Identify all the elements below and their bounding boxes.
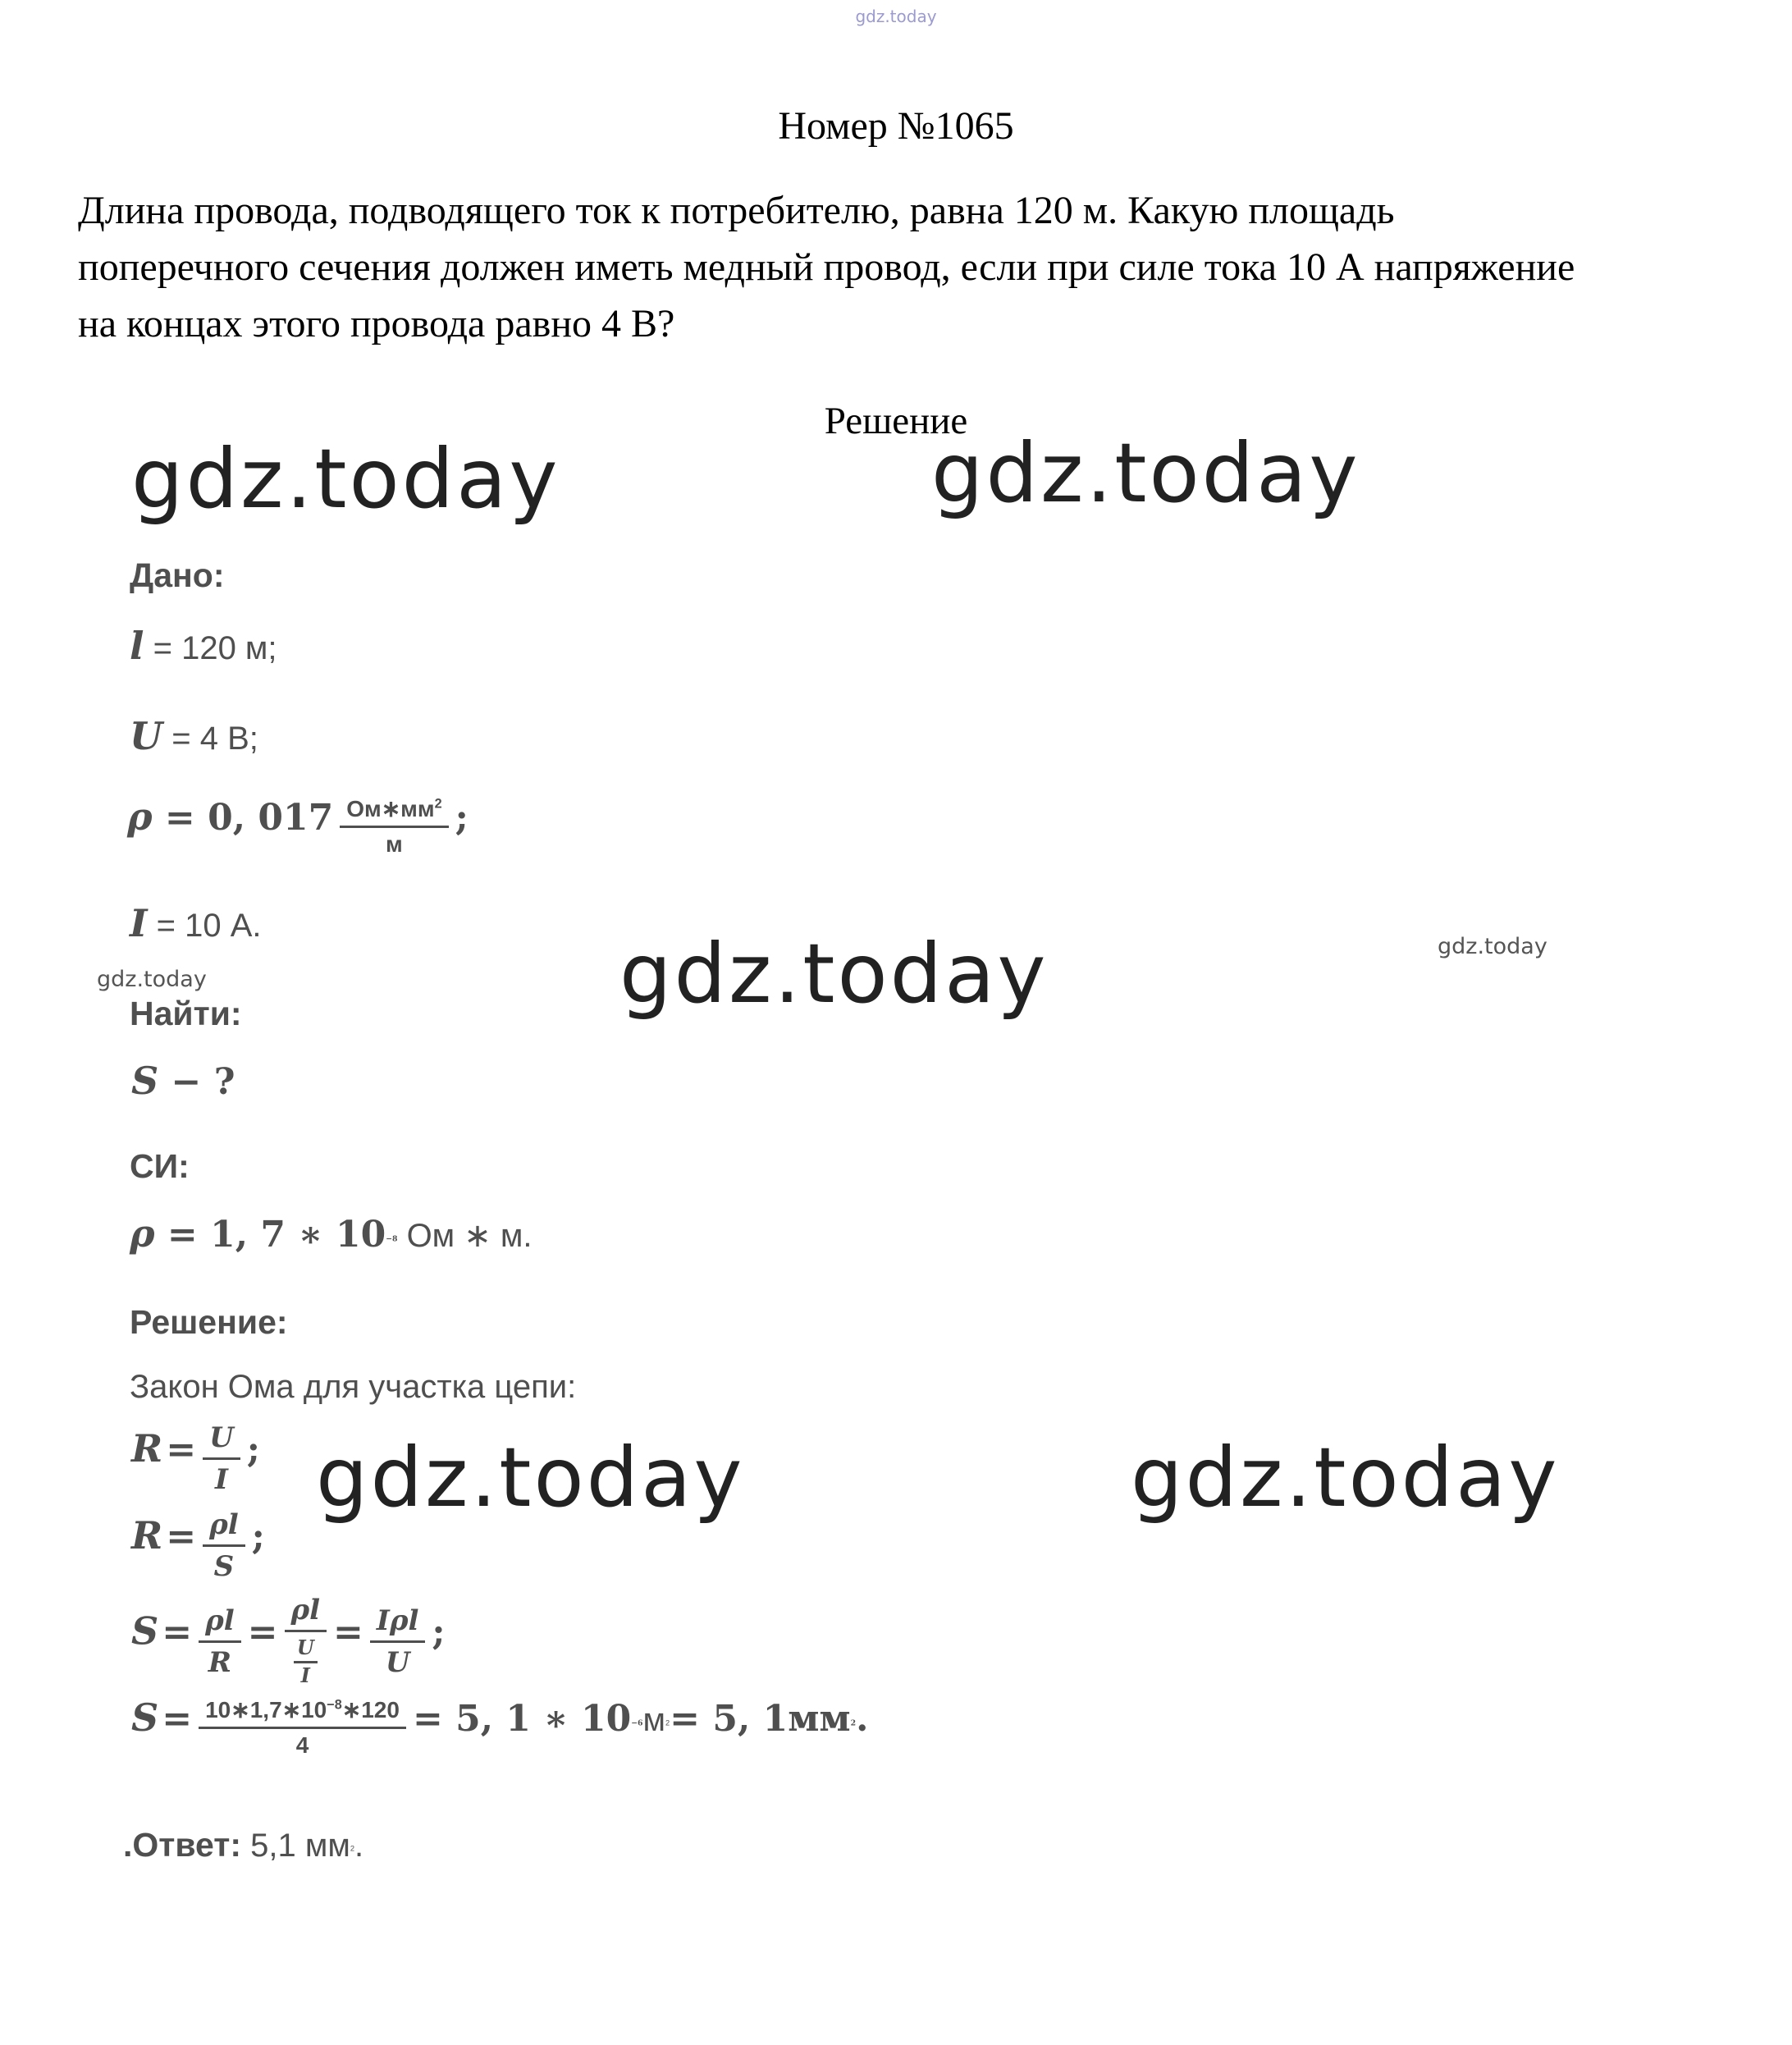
var-r: R — [131, 1426, 163, 1471]
fraction-num: Iρl — [370, 1604, 425, 1643]
result-exp: −6 — [631, 1718, 643, 1728]
fraction-num: ρl — [285, 1594, 327, 1632]
punct: . — [856, 1698, 869, 1740]
equals: = — [162, 1698, 193, 1740]
formula-s-derivation — [131, 1594, 446, 1689]
fraction-rho-l-r — [199, 1604, 241, 1679]
given-resistivity-value: = 0, 017 — [152, 797, 334, 839]
watermark-large: gdz.today — [619, 926, 1049, 1022]
problem-text: Длина провода, подводящего ток к потребителю, равна 120 м. Какую площадь поперечного сечения должен иметь медный провод, если при силе тока 10 А напряжение на концах этого провода равно 4 В? — [78, 189, 1575, 345]
watermark-large: gdz.today — [931, 425, 1360, 521]
fraction-den: R — [208, 1645, 231, 1679]
numeric-den: 4 — [295, 1732, 309, 1759]
var-u: U — [130, 714, 163, 758]
solution-label: Решение: — [130, 1303, 288, 1341]
fraction-num: U — [294, 1636, 318, 1663]
watermark-large: gdz.today — [131, 431, 560, 527]
result-mm-exp: 2 — [850, 1718, 857, 1728]
find-label: Найти: — [130, 995, 242, 1032]
var-r: R — [131, 1513, 163, 1558]
given-resistivity — [127, 794, 469, 858]
fraction-num: U — [203, 1421, 240, 1460]
var-l: l — [130, 624, 144, 668]
result-mm: = 5, 1мм — [670, 1698, 851, 1740]
fraction-rho-l-s — [203, 1508, 245, 1583]
punct: ; — [246, 1429, 261, 1471]
si-resistivity — [130, 1211, 533, 1256]
page-title: Номер №1065 — [778, 104, 1014, 148]
fraction-i-rho-l-u — [370, 1604, 425, 1679]
fraction-den: I — [214, 1463, 228, 1496]
result-si: = 5, 1 ∗ 10 — [412, 1698, 632, 1740]
given-resistivity-punct: ; — [455, 797, 469, 839]
equals: = — [333, 1611, 363, 1654]
resistivity-unit-num: Ом∗мм — [346, 796, 435, 822]
si-value: = 1, 7 ∗ 10 — [154, 1214, 386, 1256]
watermark-large: gdz.today — [316, 1430, 745, 1526]
given-label: Дано: — [130, 556, 225, 594]
numeric-num-tail: ∗120 — [341, 1697, 400, 1723]
fraction-rho-l-over-ui — [285, 1594, 327, 1689]
fraction-numeric — [199, 1696, 406, 1759]
var-rho-si: ρ — [130, 1211, 155, 1256]
punct: ; — [432, 1611, 446, 1654]
given-current-value: = 10 А. — [147, 908, 262, 944]
equals: = — [247, 1611, 278, 1654]
si-exponent: −8 — [386, 1234, 398, 1244]
resistivity-unit-exp: 2 — [434, 797, 442, 812]
numeric-num: 10∗1,7∗10 — [205, 1697, 327, 1723]
given-voltage-value: = 4 В; — [162, 721, 258, 757]
equals: = — [162, 1611, 193, 1654]
formula-resistance — [131, 1508, 265, 1583]
var-s: S — [131, 1608, 159, 1654]
solution-heading: Решение — [824, 400, 968, 442]
answer-exp: 2 — [350, 1844, 355, 1853]
fraction-num: ρl — [199, 1604, 241, 1643]
var-i: I — [130, 901, 148, 945]
var-s: S — [131, 1059, 159, 1103]
fraction-den: U — [385, 1645, 410, 1679]
formula-s-numeric — [131, 1695, 868, 1759]
si-units: Ом ∗ м. — [397, 1218, 533, 1254]
given-length — [130, 624, 277, 668]
var-s: S — [131, 1695, 159, 1740]
formula-ohm-law — [131, 1421, 260, 1496]
watermark-large: gdz.today — [1131, 1430, 1560, 1526]
resistivity-unit-den: м — [386, 831, 403, 858]
watermark-small: gdz.today — [1438, 934, 1547, 959]
watermark-top: gdz.today — [855, 7, 937, 26]
answer-end: . — [354, 1828, 364, 1864]
answer-value: 5,1 мм — [241, 1828, 350, 1864]
resistivity-units-fraction — [340, 795, 448, 858]
equals: = — [166, 1516, 197, 1558]
punct: ; — [251, 1516, 265, 1558]
fraction-num: ρl — [203, 1508, 245, 1547]
find-expression — [131, 1059, 235, 1103]
fraction-den — [285, 1632, 327, 1689]
result-unit: м — [642, 1702, 665, 1738]
nested-fraction-u-i — [294, 1636, 318, 1689]
result-unit-exp: 2 — [665, 1718, 670, 1727]
given-length-value: = 120 м; — [144, 630, 277, 666]
numeric-num-exp: −8 — [327, 1698, 342, 1713]
fraction-u-i — [203, 1421, 240, 1496]
answer-line — [123, 1826, 363, 1864]
fraction-den: S — [213, 1550, 235, 1583]
find-question: − ? — [158, 1061, 235, 1103]
given-current — [130, 901, 262, 945]
fraction-den: I — [300, 1663, 310, 1687]
solution-intro: Закон Ома для участка цепи: — [130, 1369, 577, 1405]
si-label: СИ: — [130, 1147, 190, 1185]
given-voltage — [130, 714, 258, 758]
watermark-small: gdz.today — [97, 967, 207, 992]
var-rho: ρ — [127, 794, 153, 839]
equals: = — [166, 1429, 197, 1471]
answer-label: .Ответ: — [123, 1826, 242, 1864]
